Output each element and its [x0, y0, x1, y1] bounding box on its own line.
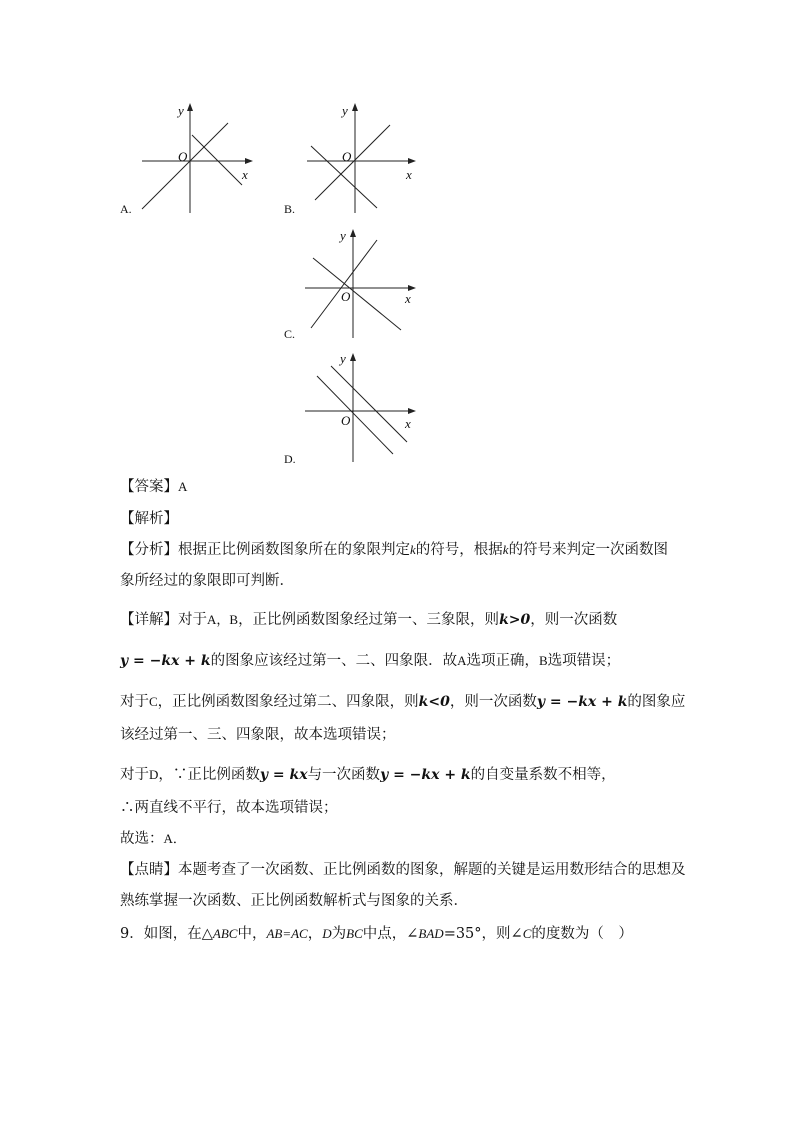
line-linear [192, 135, 242, 185]
option-c-label: C. [284, 327, 296, 341]
line-proportional [315, 125, 390, 200]
origin-label: O [341, 289, 351, 304]
graph-d-svg [295, 350, 435, 470]
option-b-label: B. [284, 202, 296, 216]
graph-c-svg [295, 226, 435, 346]
y-axis-label: y [342, 103, 348, 118]
detail-line-1: 【详解】对于A，B，正比例函数图象经过第一、三象限，则k>0，则一次函数 [120, 612, 618, 628]
detail-tag: 【详解】 [120, 612, 178, 628]
y-arrow [187, 103, 193, 111]
detail-line-7: 故选：A． [120, 831, 186, 847]
analysis-tag: 【解析】 [120, 511, 178, 527]
fenxi-tag: 【分析】 [120, 542, 178, 558]
y-arrow [352, 103, 358, 111]
y-arrow [350, 229, 356, 237]
dianjing-line-1: 【点睛】本题考查了一次函数、正比例函数的图象，解题的关键是运用数形结合的思想及 [120, 862, 686, 878]
detail-line-4: 该经过第一、三、四象限，故本选项错误； [120, 727, 396, 743]
line-proportional [317, 376, 393, 454]
option-d-label: D. [284, 452, 296, 466]
origin-label: O [342, 149, 352, 164]
line-linear [313, 258, 401, 330]
answer-tag: 【答案】 [120, 479, 178, 495]
detail-line-6: ∴两直线不平行，故本选项错误； [120, 800, 338, 816]
condition-k-negative: k<0 [418, 694, 450, 710]
y-axis-label: y [340, 351, 346, 366]
y-arrow [350, 353, 356, 361]
dianjing-line-2: 熟练掌握一次函数、正比例函数解析式与图象的关系． [120, 893, 468, 909]
graph-b-svg [295, 100, 435, 220]
question-9: 9．如图，在△ABC中，AB=AC，D为BC中点，∠BAD=35°，则∠C的度数为（ ） [120, 926, 633, 942]
x-axis-label: x [406, 167, 412, 182]
x-axis-label: x [405, 291, 411, 306]
origin-label: O [178, 149, 188, 164]
equation-proportional: y = kx [259, 767, 308, 783]
line-linear [331, 366, 407, 442]
x-arrow [245, 158, 253, 164]
fenxi-line-1: 【分析】根据正比例函数图象所在的象限判定k的符号，根据k的符号来判定一次函数图 [120, 542, 669, 558]
line-proportional [142, 123, 228, 209]
y-axis-label: y [178, 103, 184, 118]
x-arrow [408, 158, 416, 164]
equation-linear: y = −kx + k [536, 694, 628, 710]
graph-a-svg [130, 100, 270, 220]
equation-linear: y = −kx + k [120, 653, 211, 669]
condition-k-positive: k>0 [499, 612, 531, 628]
y-axis-label: y [340, 228, 346, 243]
detail-line-2: y = −kx + k的图象应该经过第一、二、四象限．故A选项正确，B选项错误； [120, 653, 621, 669]
equation-linear: y = −kx + k [380, 767, 471, 783]
x-arrow [408, 408, 416, 414]
answer-value: A [178, 479, 188, 494]
dianjing-tag: 【点睛】 [120, 862, 178, 878]
answer-line [120, 478, 187, 496]
fenxi-line-2: 象所经过的象限即可判断． [120, 573, 294, 589]
option-a-label: A. [120, 202, 132, 216]
origin-label: O [341, 413, 351, 428]
detail-line-5: 对于D，∵正比例函数y = kx与一次函数y = −kx + k的自变量系数不相等， [120, 767, 616, 783]
x-axis-label: x [242, 167, 248, 182]
x-axis-label: x [405, 416, 411, 431]
detail-line-3: 对于C，正比例函数图象经过第二、四象限，则k<0，则一次函数y = −kx + k的图象应 [120, 694, 686, 710]
